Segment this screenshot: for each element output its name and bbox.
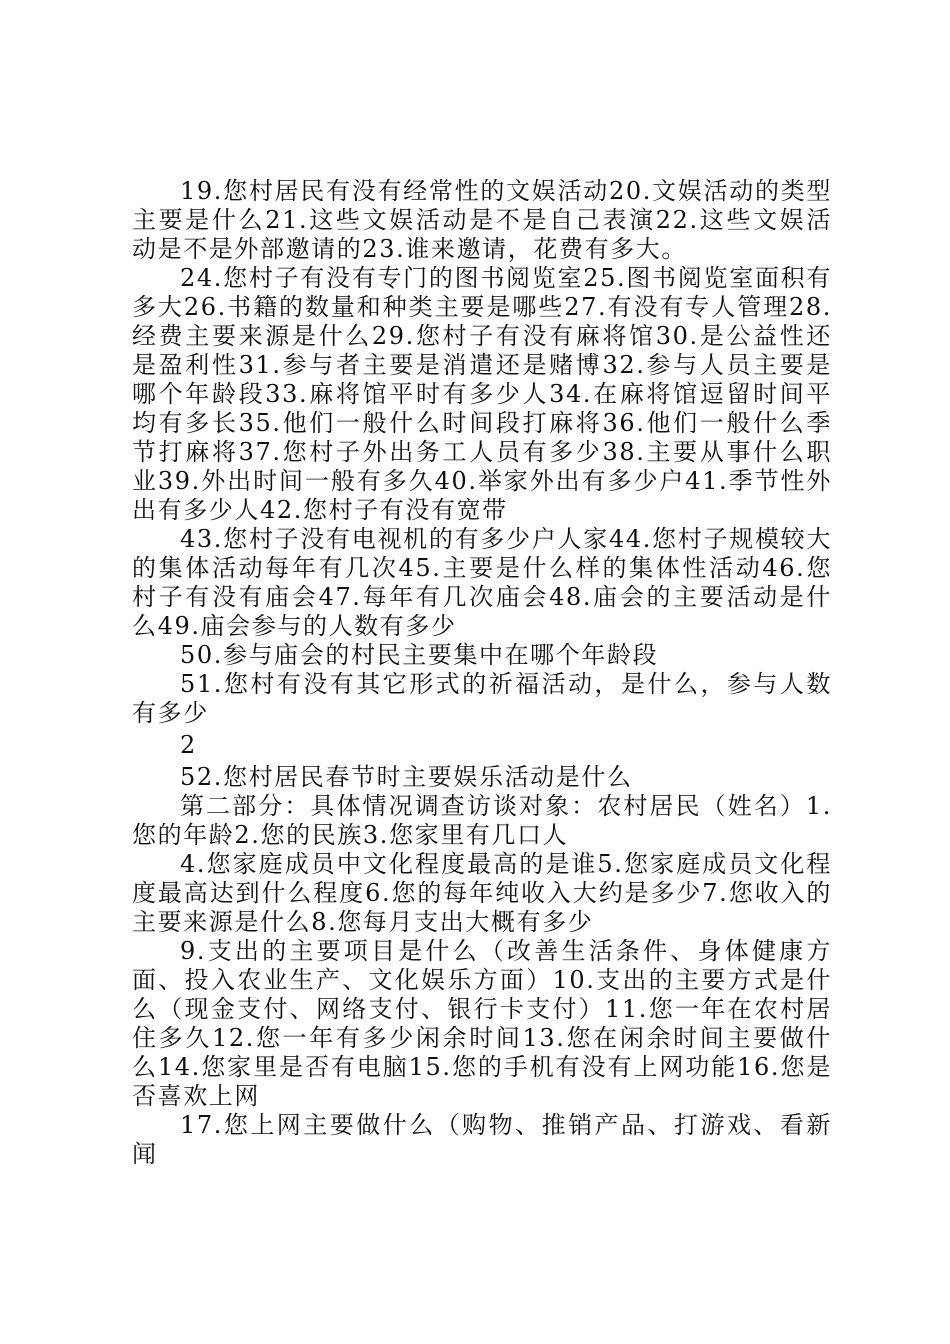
paragraph-q19-23: 19.您村居民有没有经常性的文娱活动20.文娱活动的类型主要是什么21.这些文娱活动是不是自己表演22.这些文娱活动是不是外部邀请的23.谁来邀请，花费有多大。 (132, 177, 832, 263)
paragraph-q17: 17.您上网主要做什么（购物、推销产品、打游戏、看新闻 (132, 1111, 832, 1168)
paragraph-q52: 52.您村居民春节时主要娱乐活动是什么 (180, 763, 633, 791)
paragraph-part-two: 第二部分：具体情况调查访谈对象：农村居民（姓名）1.您的年龄2.您的民族3.您家里有几口人 (132, 792, 832, 849)
page-number: 2 (180, 731, 197, 759)
paragraph-q4-8: 4.您家庭成员中文化程度最高的是谁5.您家庭成员文化程度最高达到什么程度6.您的每年纯收入大约是多少7.您收入的主要来源是什么8.您每月支出大概有多少 (132, 850, 832, 936)
paragraph-q24-42: 24.您村子有没有专门的图书阅览室25.图书阅览室面积有多大26.书籍的数量和种类主要是哪些27.有没有专人管理28.经费主要来源是什么29.您村子有没有麻将馆30.是公益性还是盈利性31.参与者主要是消遣还是赌博32.参与人员主要是哪个年龄段33.麻将馆平时有多少人34.在麻将馆逗留时间平均有多长35.他们一般什么时间段打麻将36.他们一般什么季节打麻将37.您村子外出务工人员有多少38.主要从事什么职业39.外出时间一般有多久40.举家外出有多少户41.季节性外出有多少人42.您村子有没有宽带 (132, 264, 832, 524)
paragraph-q43-49: 43.您村子没有电视机的有多少户人家44.您村子规模较大的集体活动每年有几次45.主要是什么样的集体性活动46.您村子有没有庙会47.每年有几次庙会48.庙会的主要活动是什么49.庙会参与的人数有多少 (132, 525, 832, 640)
paragraph-q51: 51.您村有没有其它形式的祈福活动，是什么，参与人数有多少 (132, 670, 832, 727)
paragraph-q50: 50.参与庙会的村民主要集中在哪个年龄段 (180, 641, 659, 669)
document-body (132, 177, 832, 1169)
paragraph-q9-16: 9.支出的主要项目是什么（改善生活条件、身体健康方面、投入农业生产、文化娱乐方面）10.支出的主要方式是什么（现金支付、网络支付、银行卡支付）11.您一年在农村居住多久12.您一年有多少闲余时间13.您在闲余时间主要做什么14.您家里是否有电脑15.您的手机有没有上网功能16.您是否喜欢上网 (132, 937, 832, 1110)
